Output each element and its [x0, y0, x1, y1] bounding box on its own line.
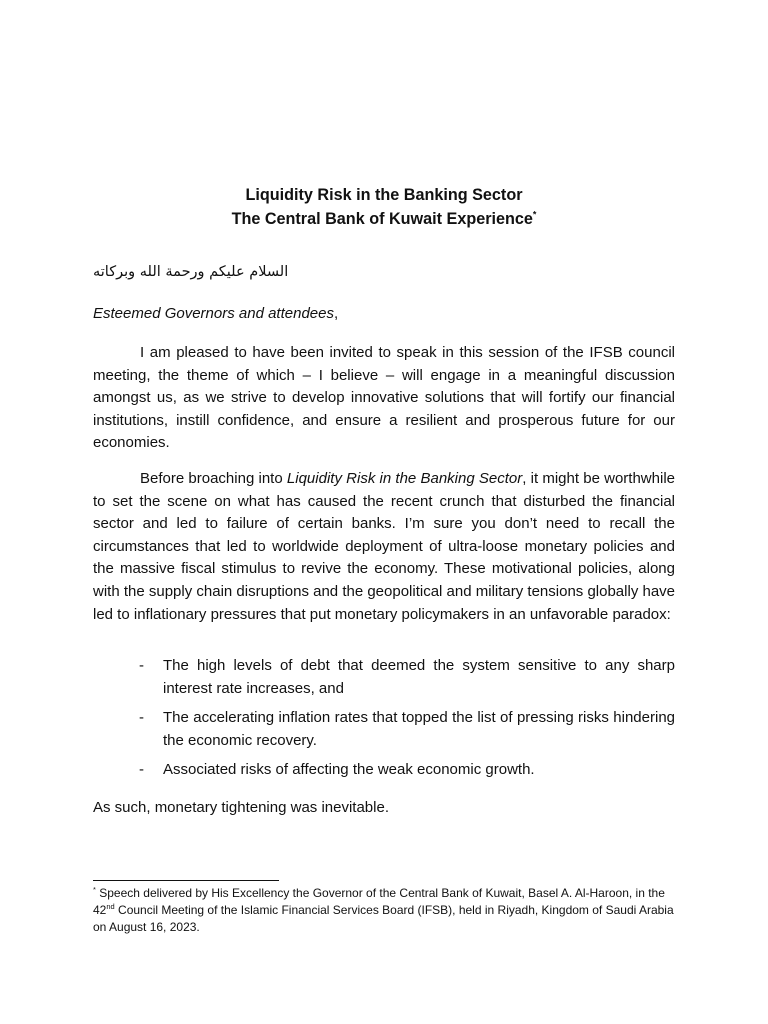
- title-line-1: Liquidity Risk in the Banking Sector: [245, 186, 523, 204]
- footnote-text-2: Council Meeting of the Islamic Financial Services Board (IFSB), held in Riyadh, Kingdom of Saudi Arabia on August 16, 2023.: [93, 903, 674, 934]
- bullet-text: The accelerating inflation rates that topped the list of pressing risks hindering the economic recovery.: [163, 709, 675, 749]
- arabic-greeting: السلام عليكم ورحمة الله وبركاته: [93, 264, 289, 280]
- list-item: [93, 707, 675, 752]
- title-line-2-text: The Central Bank of Kuwait Experience: [231, 210, 533, 228]
- title-footnote-marker: *: [532, 209, 537, 220]
- bullet-dash: -: [139, 761, 144, 779]
- salutation-punct: ,: [333, 305, 339, 322]
- bullet-text: The high levels of debt that deemed the system sensitive to any sharp interest rate increases, and: [163, 657, 675, 697]
- list-item: [93, 655, 675, 700]
- paragraph-2-before: Before broaching into: [140, 470, 287, 487]
- title-line-2: [93, 207, 675, 231]
- footnote-marker: *: [93, 885, 96, 894]
- document-title: [93, 183, 675, 231]
- footnote: [93, 885, 675, 936]
- paragraph-2-italic: Liquidity Risk in the Banking Sector: [286, 470, 523, 487]
- paragraph-1: I am pleased to have been invited to speak in this session of the IFSB council meeting, the theme of which – I believe – will engage in a meaningful discussion amongst us, as we strive to develop innovative solutions that will fortify our financial institutions, instill confidence, and ensure a resilient and prosperous future for our economies.: [93, 344, 675, 452]
- bullet-dash: -: [139, 709, 144, 727]
- closing-sentence: As such, monetary tightening was inevitable.: [93, 799, 389, 816]
- list-item: [93, 759, 675, 782]
- bullet-list: [93, 655, 675, 789]
- paragraph-2-after: , it might be worthwhile to set the scene on what has caused the recent crunch that disturbed the financial sector and led to failure of certain banks. I’m sure you don’t need to recall the circumstances that led to worldwide deployment of ultra-loose monetary policies and the massive fiscal stimulus to revive the economy. These motivational policies, along with the supply chain disruptions and the geopolitical and military tensions globally have led to inflationary pressures that put monetary policymakers in an unfavorable paradox:: [93, 470, 676, 623]
- paragraph-2: [93, 468, 675, 626]
- salutation-text: Esteemed Governors and attendees: [93, 305, 334, 322]
- bullet-dash: -: [139, 657, 144, 674]
- bullet-text: Associated risks of affecting the weak economic growth.: [163, 761, 535, 779]
- salutation: [93, 303, 675, 325]
- footnote-divider: [93, 880, 279, 881]
- footnote-text-1: Speech delivered by His Excellency the Governor of the Central Bank of Kuwait, Basel A. Al-Haroon, in the 42: [93, 886, 665, 917]
- footnote-ordinal: nd: [106, 902, 115, 911]
